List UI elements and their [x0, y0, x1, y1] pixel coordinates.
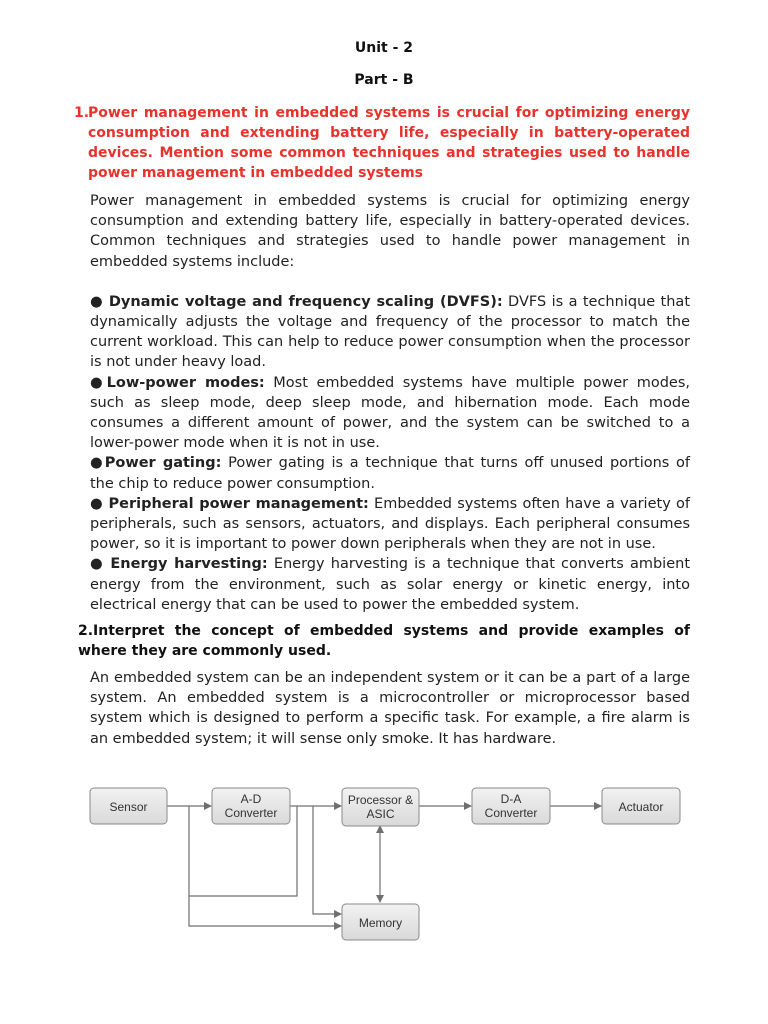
- bullet-desc: Most embedded systems have multiple power modes, such as sleep mode, deep sleep mode, and hibernation mode. Each mode consumes a different amount of power, and the system can be switched to a lower-power mode when it is not in use.: [90, 374, 690, 452]
- bullet-desc: DVFS is a technique that dynamically adjusts the voltage and frequency of the processor to match the current workload. This can help to reduce power consumption when the processor is not under heavy load.: [90, 293, 691, 371]
- unit-heading: Unit - 2: [354, 40, 414, 56]
- processor-label-line2: ASIC: [366, 807, 395, 821]
- embedded-system-block-diagram: [0, 770, 768, 960]
- bullet-term: Dynamic voltage and frequency scaling (DVFS):: [108, 293, 503, 310]
- box-actuator: [602, 788, 680, 824]
- box-sensor: [90, 788, 167, 824]
- da-label-line1: D-A: [500, 792, 522, 806]
- answer-1-intro: Power management in embedded systems is crucial for optimizing energy consumption and extending battery life, especially in battery-operated devices. Common techniques and strategies used to handle power management in embedded systems include:: [90, 193, 690, 270]
- ad-label-line1: A-D: [240, 792, 262, 806]
- actuator-label: Actuator: [618, 800, 664, 814]
- box-ad-converter: [212, 788, 290, 824]
- bullet-term: Power gating:: [104, 455, 222, 472]
- bullet-desc: Power gating is a technique that turns off unused portions of the chip to reduce power consumption.: [90, 455, 690, 492]
- bullet-low-power-modes: [90, 373, 690, 454]
- box-memory: [342, 904, 419, 940]
- bullet-marker: ●: [90, 495, 109, 512]
- box-da-converter: [472, 788, 550, 824]
- bullet-power-gating: [90, 453, 690, 493]
- processor-label-line1: Processor &: [347, 793, 414, 807]
- bullet-dvfs: [90, 292, 690, 373]
- question-1-text: Power management in embedded systems is crucial for optimizing energy consumption and extending battery life, especially in battery-operated devices. Mention some common techniques and strategies used to handle power management in embedded systems: [88, 105, 690, 181]
- answer-1: [90, 191, 690, 615]
- bullet-desc: Embedded systems often have a variety of peripherals, such as sensors, actuators, and displays. Each peripheral consumes power, so it is important to power down peripherals when they are not in use.: [90, 495, 690, 553]
- sensor-label: Sensor: [109, 800, 148, 814]
- question-1-number: 1.: [74, 105, 90, 121]
- answer-2: An embedded system can be an independent system or it can be a part of a large system. An embedded system is a microcontroller or microprocessor based system which is designed to perform a specific task. For example, a fire alarm is an embedded system; it will sense only smoke. It has hardware.: [90, 670, 690, 747]
- bullet-term: Low-power modes:: [106, 374, 265, 391]
- bullet-energy-harvesting: [90, 554, 690, 615]
- box-processor-asic: [342, 788, 419, 826]
- question-2: 2.Interpret the concept of embedded systems and provide examples of where they are commonly used.: [78, 623, 690, 659]
- memory-label: Memory: [358, 916, 403, 930]
- bullet-peripheral-power: [90, 494, 690, 555]
- bullet-desc: Energy harvesting is a technique that converts ambient energy from the environment, such as solar energy or kinetic energy, into electrical energy that can be used to power the embedded system.: [90, 556, 691, 613]
- blank-line: [90, 272, 690, 292]
- arrow-ad-to-memory: [313, 806, 341, 914]
- bullet-marker: ●: [90, 374, 107, 391]
- part-heading: Part - B: [354, 72, 414, 88]
- bullet-term: Peripheral power management:: [108, 495, 369, 512]
- bullet-marker: ●: [90, 293, 109, 310]
- bullet-term: Energy harvesting:: [110, 556, 268, 573]
- bullet-marker: ●: [90, 455, 105, 472]
- da-label-line2: Converter: [484, 806, 538, 820]
- question-1: [74, 103, 690, 183]
- bullet-marker: ●: [90, 556, 111, 573]
- ad-label-line2: Converter: [224, 806, 278, 820]
